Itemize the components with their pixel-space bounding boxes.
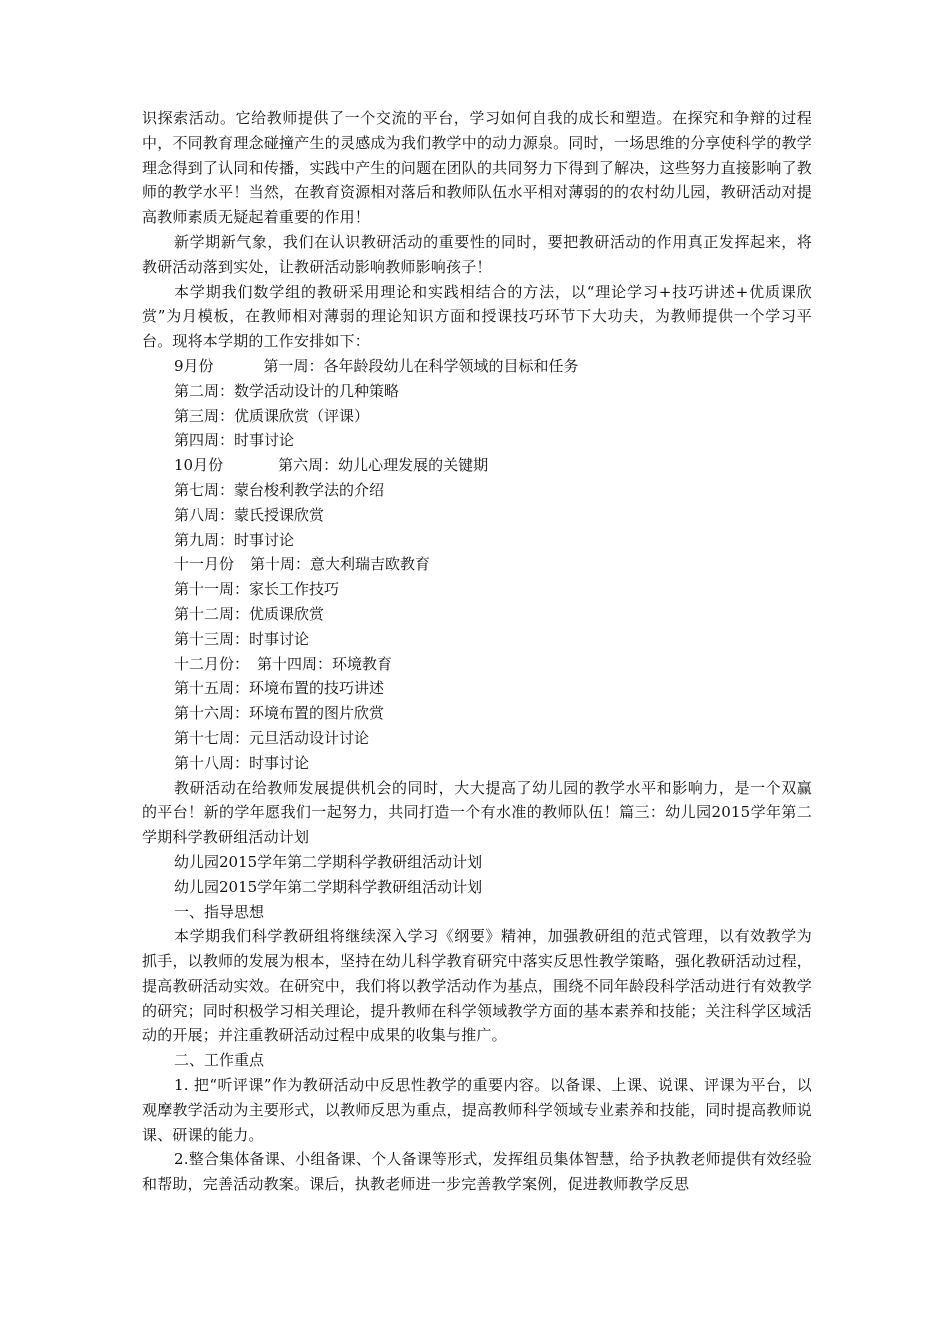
schedule-week-3: 第三周：优质课欣赏（评课） [174,406,370,425]
month-label: 9月份 [174,356,214,375]
closing-paragraph: 教研活动在给教师发展提供机会的同时，大大提高了幼儿园的教学水平和影响力，是一个双赢的平台！新的学年愿我们一起努力，共同打造一个有水准的教师队伍！篇三：幼儿园2015学年第二学期科学教研组活动计划 [142,778,812,847]
plan-title-2: 幼儿园2015学年第二学期科学教研组活动计划 [174,877,483,896]
schedule-week-15: 第十五周：环境布置的技巧讲述 [174,679,385,698]
month-label: 10月份 [174,456,224,475]
section-heading-1: 一、指导思想 [174,902,265,921]
schedule-week-18: 第十八周：时事讨论 [174,753,310,772]
schedule-week-8: 第八周：蒙氏授课欣赏 [174,505,325,524]
month-label: 十二月份： [174,654,250,673]
schedule-week-11: 第十一周：家长工作技巧 [174,580,340,599]
schedule-week-7: 第七周：蒙台梭利教学法的介绍 [174,480,385,499]
plan-title-1: 幼儿园2015学年第二学期科学教研组活动计划 [174,852,483,871]
schedule-week-17: 第十七周：元旦活动设计讨论 [174,728,370,747]
schedule-week-9: 第九周：时事讨论 [174,530,295,549]
week-item: 第十四周：环境教育 [257,654,393,673]
intro-paragraph-2: 新学期新气象，我们在认识教研活动的重要性的同时，要把教研活动的作用真正发挥起来，将教研活动落到实处，让教研活动影响教师影响孩子！ [142,232,812,276]
intro-paragraph-1: 识探索活动。它给教师提供了一个交流的平台，学习如何自我的成长和塑造。在探究和争辩的过程中，不同教育理念碰撞产生的灵感成为我们教学中的动力源泉。同时，一场思维的分享使科学的教学理念得到了认同和传播，实践中产生的问题在团队的共同努力下得到了解决，这些努力直接影响了教师的教学水平！当然，在教育资源相对落后和教师队伍水平相对薄弱的的农村幼儿园，教研活动对提高教师素质无疑起着重要的作用！ [142,109,812,227]
guiding-thought-paragraph: 本学期我们科学教研组将继续深入学习《纲要》精神，加强教研组的范式管理，以有效教学为抓手，以教师的发展为根本，坚持在幼儿科学教育研究中落实反思性教学策略，强化教研活动过程，提高教研活动实效。在研究中，我们将以教学活动作为基点，围绕不同年龄段科学活动进行有效教学的研究；同时积极学习相关理论，提升教师在科学领域教学方面的基本素养和技能；关注科学区域活动的开展；并注重教研活动过程中成果的收集与推广。 [142,927,812,1045]
schedule-week-2: 第二周：数学活动设计的几种策略 [174,381,400,400]
month-label: 十一月份 [174,555,235,574]
week-item: 第一周：各年龄段幼儿在科学领域的目标和任务 [263,356,579,375]
work-focus-item-1: 1. 把“听评课”作为教研活动中反思性教学的重要内容。以备课、上课、说课、评课为平台，以观摩教学活动为主要形式，以教师反思为重点，提高教师科学领域专业素养和技能，同时提高教师说课、研课的能力。 [142,1076,812,1144]
schedule-week-16: 第十六周：环境布置的图片欣赏 [174,704,385,723]
work-focus-item-2: 2.整合集体备课、小组备课、个人备课等形式，发挥组员集体智慧，给予执教老师提供有效经验和帮助，完善活动教案。课后，执教老师进一步完善教学案例，促进教师教学反思 [142,1150,812,1194]
schedule-november [142,552,812,577]
schedule-week-4: 第四周：时事讨论 [174,431,295,450]
schedule-october [142,453,812,478]
week-item: 第十周：意大利瑞吉欧教育 [250,555,431,574]
schedule-september [142,354,812,379]
schedule-december [142,652,812,677]
document-body [142,106,812,1197]
intro-paragraph-3: 本学期我们数学组的教研采用理论和实践相结合的方法，以“理论学习+技巧讲述+优质课欣赏”为月模板，在教师相对薄弱的理论知识方面和授课技巧环节下大功夫，为教师提供一个学习平台。现将本学期的工作安排如下： [142,282,812,351]
schedule-week-12: 第十二周：优质课欣赏 [174,604,325,623]
week-item: 第六周：幼儿心理发展的关键期 [278,456,489,475]
section-heading-2: 二、工作重点 [174,1051,265,1070]
schedule-week-13: 第十三周：时事讨论 [174,629,310,648]
